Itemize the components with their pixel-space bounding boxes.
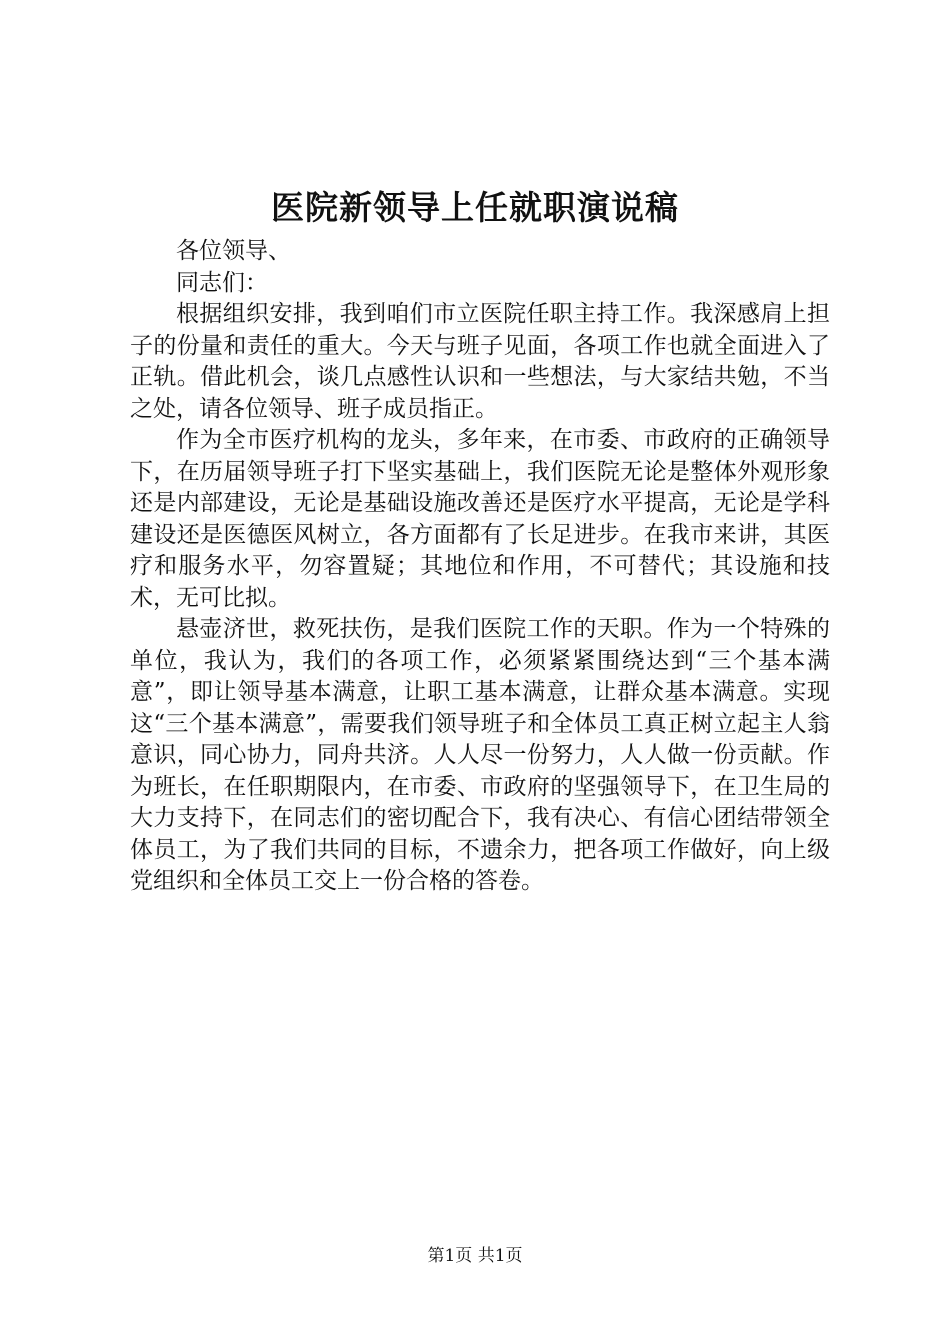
body-paragraph: 悬壶济世，救死扶伤，是我们医院工作的天职。作为一个特殊的单位，我认为，我们的各项工作，必须紧紧围绕达到“三个基本满意”，即让领导基本满意，让职工基本满意，让群众基本满意。实现这“三个基本满意”，需要我们领导班子和全体员工真正树立起主人翁意识，同心协力，同舟共济。人人尽一份努力，人人做一份贡献。作为班长，在任职期限内，在市委、市政府的坚强领导下，在卫生局的大力支持下，在同志们的密切配合下，我有决心、有信心团结带领全体员工，为了我们共同的目标，不遗余力，把各项工作做好，向上级党组织和全体员工交上一份合格的答卷。 — [130, 616, 830, 894]
salutation-line: 同志们： — [176, 269, 268, 296]
page-footer: 第1页 共1页 — [427, 1246, 523, 1266]
body-paragraph: 根据组织安排，我到咱们市立医院任职主持工作。我深感肩上担子的份量和责任的重大。今天与班子见面，各项工作也就全面进入了正轨。借此机会，谈几点感性认识和一些想法，与大家结共勉，不当之处，请各位领导、班子成员指正。 — [130, 301, 830, 422]
document-title: 医院新领导上任就职演说稿 — [271, 188, 679, 227]
salutation-line: 各位领导、 — [176, 238, 291, 264]
document-body — [130, 236, 830, 898]
body-paragraph: 作为全市医疗机构的龙头，多年来，在市委、市政府的正确领导下，在历届领导班子打下坚实基础上，我们医院无论是整体外观形象还是内部建设，无论是基础设施改善还是医疗水平提高，无论是学科建设还是医德医风树立，各方面都有了长足进步。在我市来讲，其医疗和服务水平，勿容置疑；其地位和作用，不可替代；其设施和技术，无可比拟。 — [130, 427, 830, 611]
